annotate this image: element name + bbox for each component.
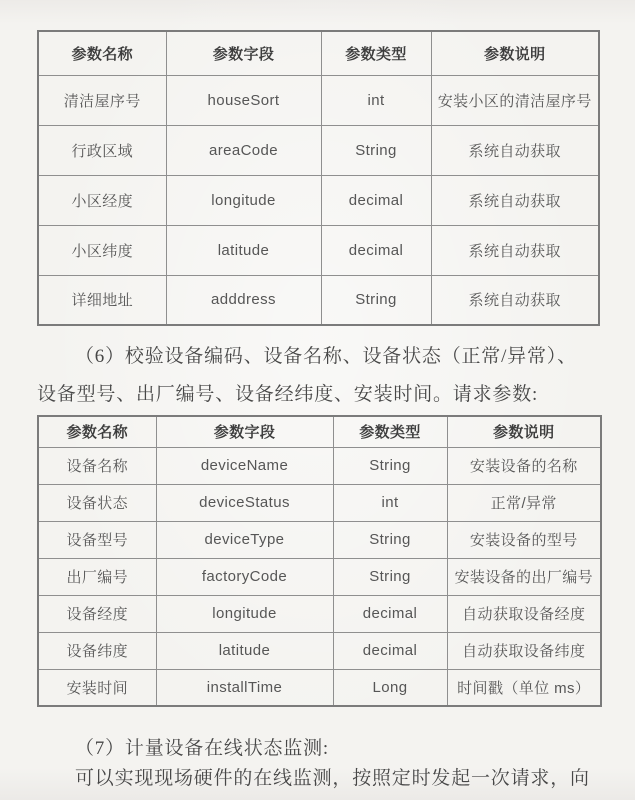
table-cell: longitude [156,595,333,632]
table-cell: Long [333,669,447,706]
table-cell: decimal [333,632,447,669]
table-cell: latitude [166,225,321,275]
table-cell: String [333,558,447,595]
table-cell: areaCode [166,125,321,175]
table-cell: 出厂编号 [38,558,156,595]
table-cell: deviceType [156,521,333,558]
table-cell: decimal [321,175,431,225]
table-cell: String [321,125,431,175]
table-row [38,558,601,595]
table-cell: 安装小区的清洁屋序号 [431,75,599,125]
table-cell: int [321,75,431,125]
table-cell: deviceName [156,447,333,484]
table-cell: 设备纬度 [38,632,156,669]
header-row [38,31,599,75]
column-header: 参数名称 [38,416,156,447]
table-row [38,75,599,125]
table-cell: longitude [166,175,321,225]
table-cell: 安装设备的名称 [447,447,601,484]
table-cell: installTime [156,669,333,706]
section-6-line-1: （6）校验设备编码、设备名称、设备状态（正常/异常）、 [75,346,577,367]
table-cell: houseSort [166,75,321,125]
section-6-line-2: 设备型号、出厂编号、设备经纬度、安装时间。请求参数: [37,384,539,405]
column-header: 参数类型 [321,31,431,75]
table-row [38,447,601,484]
table-cell: 设备型号 [38,521,156,558]
table-cell: 安装时间 [38,669,156,706]
column-header: 参数名称 [38,31,166,75]
table-cell: String [333,447,447,484]
table-cell: 正常/异常 [447,484,601,521]
table-row [38,669,601,706]
table-cell: 安装设备的型号 [447,521,601,558]
table-cell: 系统自动获取 [431,275,599,325]
table-cell: latitude [156,632,333,669]
parameter-table-device [37,415,602,707]
table-cell: int [333,484,447,521]
paragraph-closing [37,760,617,798]
table-row [38,275,599,325]
table-cell: 设备名称 [38,447,156,484]
table-cell: 小区经度 [38,175,166,225]
column-header: 参数说明 [447,416,601,447]
table-row [38,521,601,558]
table-cell: deviceStatus [156,484,333,521]
table-cell: 自动获取设备经度 [447,595,601,632]
table-row [38,175,599,225]
table-cell: 安装设备的出厂编号 [447,558,601,595]
table-cell: 行政区域 [38,125,166,175]
table-row [38,632,601,669]
table-cell: 自动获取设备纬度 [447,632,601,669]
column-header: 参数类型 [333,416,447,447]
table-cell: String [333,521,447,558]
table-cell: String [321,275,431,325]
table-cell: adddress [166,275,321,325]
table-cell: 系统自动获取 [431,225,599,275]
paragraph-section-6 [37,338,617,414]
parameter-table-house [37,30,600,326]
header-row [38,416,601,447]
table-row [38,125,599,175]
column-header: 参数说明 [431,31,599,75]
table-cell: 设备状态 [38,484,156,521]
table-row [38,484,601,521]
section-7-heading: （7）计量设备在线状态监测: [75,738,329,759]
table-cell: 设备经度 [38,595,156,632]
table-cell: 时间戳（单位 ms） [447,669,601,706]
table-row [38,225,599,275]
table-cell: 详细地址 [38,275,166,325]
table-cell: 系统自动获取 [431,175,599,225]
column-header: 参数字段 [166,31,321,75]
closing-line: 可以实现现场硬件的在线监测，按照定时发起一次请求，向 [75,768,590,789]
table-row [38,595,601,632]
table-cell: decimal [333,595,447,632]
table-cell: factoryCode [156,558,333,595]
table-cell: 小区纬度 [38,225,166,275]
table-cell: decimal [321,225,431,275]
column-header: 参数字段 [156,416,333,447]
table-cell: 清洁屋序号 [38,75,166,125]
table-cell: 系统自动获取 [431,125,599,175]
